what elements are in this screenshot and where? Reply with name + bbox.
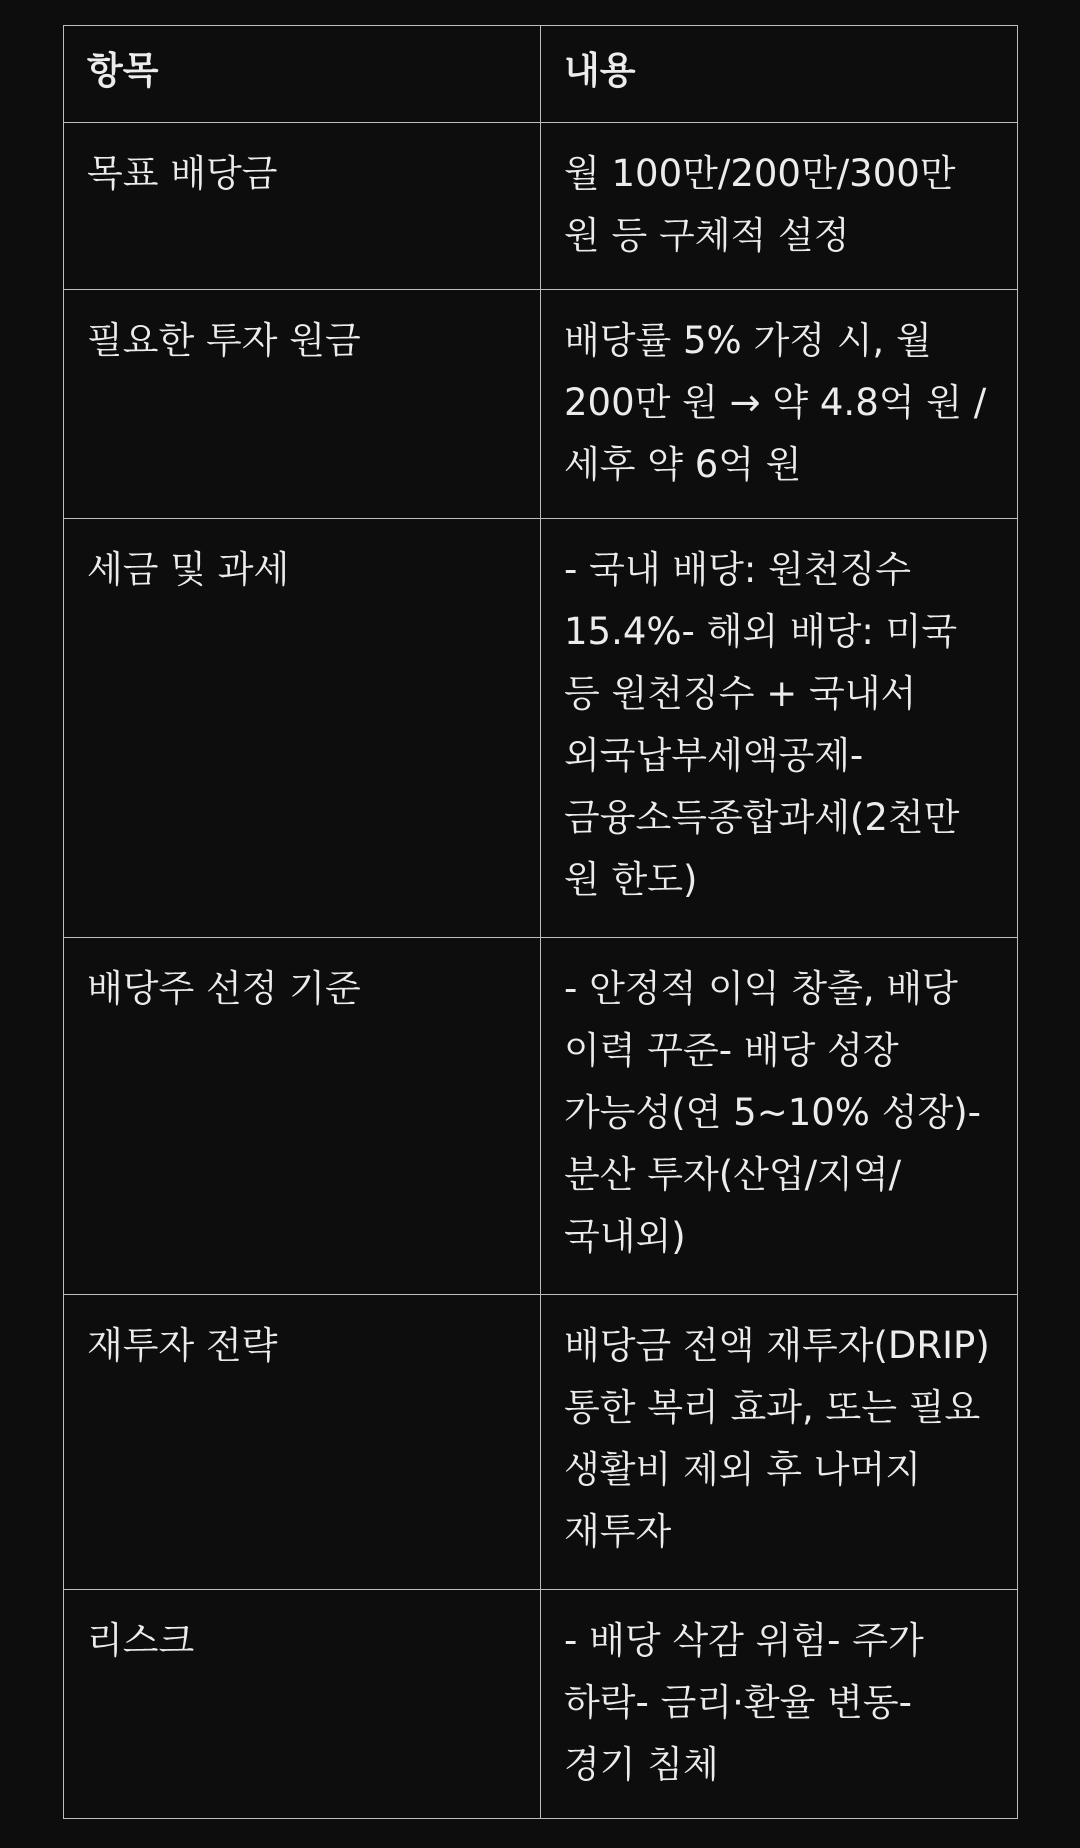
dividend-plan-table-container xyxy=(63,25,1017,1819)
header-item: 항목 xyxy=(64,26,541,123)
table-row xyxy=(64,519,1018,938)
row-content: - 배당 삭감 위험- 주가 하락- 금리·환율 변동- 경기 침체 xyxy=(541,1590,1018,1819)
row-item-label: 배당주 선정 기준 xyxy=(64,938,541,1295)
row-item-label: 재투자 전략 xyxy=(64,1295,541,1590)
table-row xyxy=(64,123,1018,290)
table-header-row xyxy=(64,26,1018,123)
dividend-plan-table xyxy=(63,25,1018,1819)
row-item-label: 리스크 xyxy=(64,1590,541,1819)
table-row xyxy=(64,290,1018,519)
row-content: - 안정적 이익 창출, 배당 이력 꾸준- 배당 성장 가능성(연 5~10% 성장)- 분산 투자(산업/지역/국내외) xyxy=(541,938,1018,1295)
table-row xyxy=(64,938,1018,1295)
row-item-label: 필요한 투자 원금 xyxy=(64,290,541,519)
table-row xyxy=(64,1590,1018,1819)
row-content: - 국내 배당: 원천징수 15.4%- 해외 배당: 미국 등 원천징수 + 국내서 외국납부세액공제- 금융소득종합과세(2천만 원 한도) xyxy=(541,519,1018,938)
row-item-label: 목표 배당금 xyxy=(64,123,541,290)
row-content: 월 100만/200만/300만 원 등 구체적 설정 xyxy=(541,123,1018,290)
table-row xyxy=(64,1295,1018,1590)
row-content: 배당률 5% 가정 시, 월 200만 원 → 약 4.8억 원 / 세후 약 6억 원 xyxy=(541,290,1018,519)
row-item-label: 세금 및 과세 xyxy=(64,519,541,938)
header-content: 내용 xyxy=(541,26,1018,123)
row-content: 배당금 전액 재투자(DRIP) 통한 복리 효과, 또는 필요 생활비 제외 후 나머지 재투자 xyxy=(541,1295,1018,1590)
